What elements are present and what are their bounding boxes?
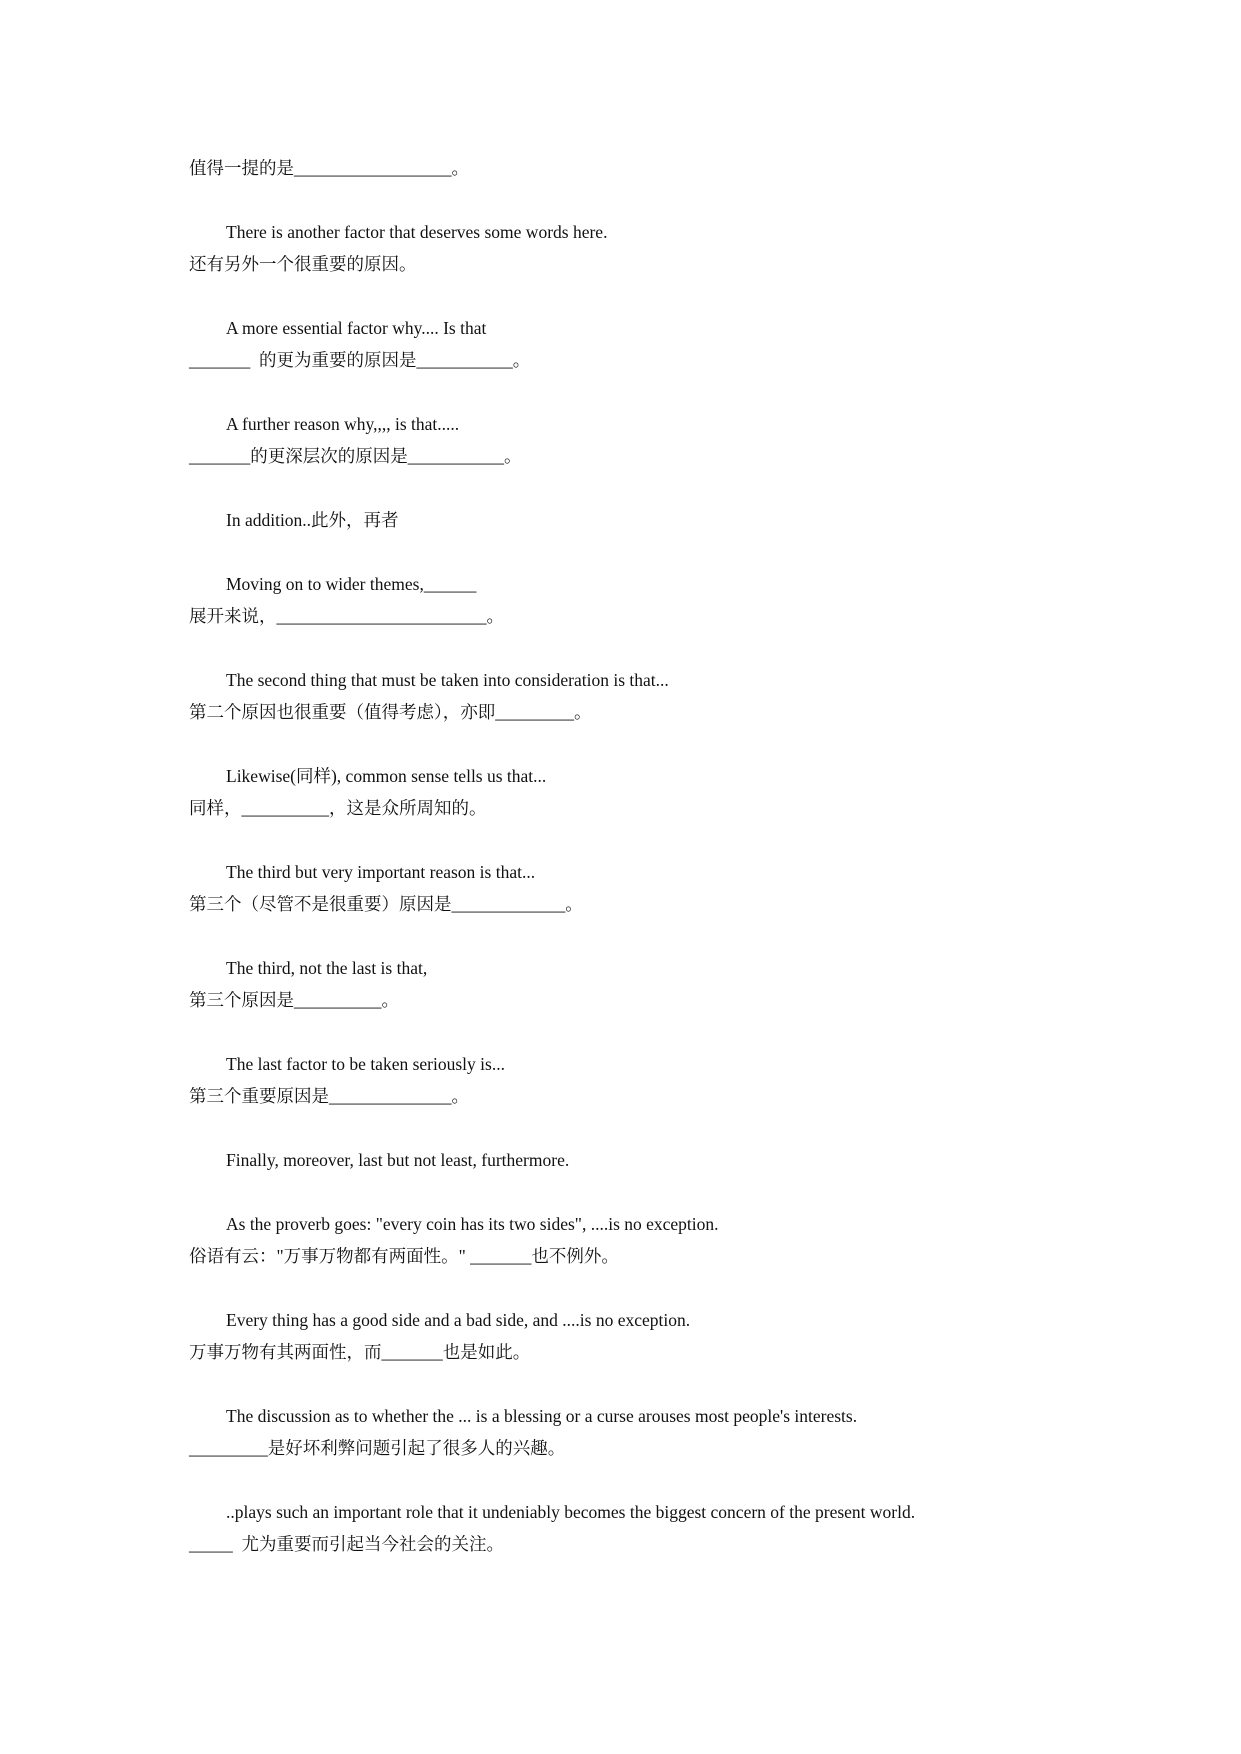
- paragraph-spacer: [189, 184, 1089, 216]
- paragraph-spacer: [189, 824, 1089, 856]
- chinese-translation-line: 展开来说，________________________。: [189, 606, 504, 626]
- english-phrase-line: The last factor to be taken seriously is...: [226, 1054, 505, 1074]
- english-phrase-line: The third, not the last is that,: [226, 958, 428, 978]
- english-phrase-line: A further reason why,,,, is that.....: [226, 414, 460, 434]
- chinese-translation-line: 同样，__________，这是众所周知的。: [189, 798, 487, 818]
- paragraph-spacer: [189, 728, 1089, 760]
- english-phrase-line: The third but very important reason is that...: [226, 862, 536, 882]
- paragraph-spacer: [189, 1272, 1089, 1304]
- english-phrase-line: A more essential factor why.... Is that: [226, 318, 487, 338]
- paragraph-spacer: [189, 376, 1089, 408]
- english-phrase-line: ..plays such an important role that it undeniably becomes the biggest concern of the present world.: [226, 1502, 916, 1522]
- document-body: [189, 152, 1089, 1560]
- paragraph-spacer: [189, 1176, 1089, 1208]
- paragraph-spacer: [189, 1464, 1089, 1496]
- paragraph-spacer: [189, 1368, 1089, 1400]
- english-phrase-line: Finally, moreover, last but not least, furthermore.: [226, 1150, 570, 1170]
- english-phrase-line: As the proverb goes: "every coin has its two sides", ....is no exception.: [226, 1214, 719, 1234]
- paragraph-spacer: [189, 1016, 1089, 1048]
- english-phrase-line: Likewise(同样), common sense tells us that...: [226, 766, 547, 786]
- chinese-translation-line: 第三个（尽管不是很重要）原因是_____________。: [189, 894, 583, 914]
- paragraph-spacer: [189, 632, 1089, 664]
- english-phrase-line: Moving on to wider themes,______: [226, 574, 477, 594]
- english-phrase-line: The second thing that must be taken into consideration is that...: [226, 670, 669, 690]
- english-phrase-line: In addition..此外，再者: [226, 510, 399, 530]
- paragraph-spacer: [189, 280, 1089, 312]
- chinese-translation-line: 第三个原因是__________。: [189, 990, 399, 1010]
- paragraph-spacer: [189, 1112, 1089, 1144]
- english-phrase-line: Every thing has a good side and a bad side, and ....is no exception.: [226, 1310, 691, 1330]
- english-phrase-line: There is another factor that deserves some words here.: [226, 222, 608, 242]
- paragraph-spacer: [189, 472, 1089, 504]
- chinese-translation-line: _______的更深层次的原因是___________。: [189, 446, 522, 466]
- chinese-translation-line: _________是好坏利弊问题引起了很多人的兴趣。: [189, 1438, 566, 1458]
- chinese-translation-line: 俗语有云："万事万物都有两面性。" _______也不例外。: [189, 1246, 619, 1266]
- chinese-translation-line: 第三个重要原因是______________。: [189, 1086, 469, 1106]
- chinese-translation-line: _____ 尤为重要而引起当今社会的关注。: [189, 1534, 504, 1554]
- paragraph-spacer: [189, 536, 1089, 568]
- chinese-translation-line: 值得一提的是__________________。: [189, 158, 469, 178]
- chinese-translation-line: 第二个原因也很重要（值得考虑），亦即_________。: [189, 702, 592, 722]
- chinese-translation-line: 还有另外一个很重要的原因。: [189, 254, 417, 274]
- chinese-translation-line: _______ 的更为重要的原因是___________。: [189, 350, 531, 370]
- english-phrase-line: The discussion as to whether the ... is a blessing or a curse arouses most people's interests.: [226, 1406, 858, 1426]
- paragraph-spacer: [189, 920, 1089, 952]
- chinese-translation-line: 万事万物有其两面性，而_______也是如此。: [189, 1342, 531, 1362]
